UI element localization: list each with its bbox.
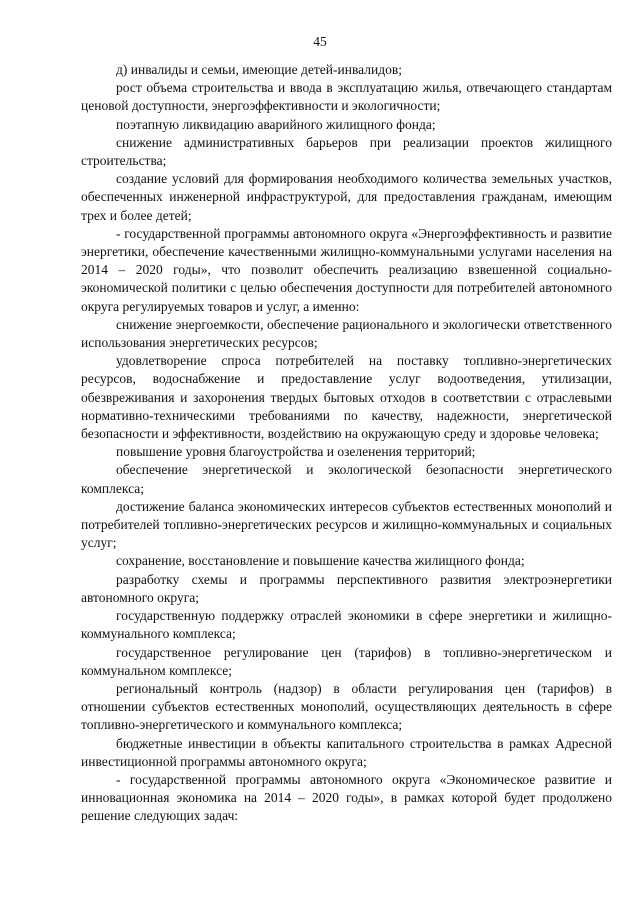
paragraph: снижение административных барьеров при реализации проектов жилищного строительства; (81, 134, 612, 169)
paragraph: снижение энергоемкости, обеспечение рационального и экологически ответственного использования энергетических ресурсов; (81, 316, 612, 351)
paragraph: бюджетные инвестиции в объекты капитального строительства в рамках Адресной инвестиционной программы автономного округа; (81, 735, 612, 769)
paragraph: региональный контроль (надзор) в области регулирования цен (тарифов) в отношении субъектов естественных монополий, осуществляющих деятельность в сфере топливно-энергетического и коммунального комплекса; (81, 680, 612, 733)
paragraph: сохранение, восстановление и повышение качества жилищного фонда; (116, 553, 525, 569)
paragraph: - государственной программы автономного округа «Энергоэффективность и развитие энергетики, обеспечение качественными жилищно-коммунальными услугами населения на 2014 – 2020 годы», что позволит обеспечить реализацию взвешенной социально-экономической политики с целью обеспечения доступности для потребителей автономного округа регулируемых товаров и услуг, а именно: (81, 225, 612, 314)
paragraph: - государственной программы автономного округа «Экономическое развитие и инновационная экономика на 2014 – 2020 годы», в рамках которой будет продолжено решение следующих задач: (81, 771, 612, 824)
paragraph: обеспечение энергетической и экологической безопасности энергетического комплекса; (81, 462, 612, 496)
paragraph: достижение баланса экономических интересов субъектов естественных монополий и потребителей топливно-энергетических ресурсов и жилищно-коммунальных и социальных услуг; (81, 498, 612, 551)
paragraph: д) инвалиды и семьи, имеющие детей-инвалидов; (116, 62, 402, 77)
paragraph: разработку схемы и программы перспективного развития электроэнергетики автономного округа; (81, 571, 612, 605)
paragraph: повышение уровня благоустройства и озеленения территорий; (116, 444, 476, 460)
paragraph: государственную поддержку отраслей экономики в сфере энергетики и жилищно-коммунального комплекса; (81, 608, 612, 642)
paragraph: удовлетворение спроса потребителей на поставку топливно-энергетических ресурсов, водоснабжение и предоставление услуг водоотведения, утилизации, обезвреживания и захоронения твердых бытовых отходов в соответствии с отраслевыми нормативно-техническими требованиями по качеству, надежности, энергетической безопасности и эффективности, воздействию на окружающую среду и здоровье человека; (81, 353, 612, 442)
paragraph: поэтапную ликвидацию аварийного жилищного фонда; (116, 116, 436, 132)
paragraph: создание условий для формирования необходимого количества земельных участков, обеспеченных инженерной инфраструктурой, для предоставления гражданам, имеющим трех и более детей; (81, 171, 612, 223)
page-number: 45 (313, 34, 327, 49)
paragraph: государственное регулирование цен (тарифов) в топливно-энергетическом и коммунальном комплексе; (81, 644, 612, 678)
paragraph: рост объема строительства и ввода в эксплуатацию жилья, отвечающего стандартам ценовой доступности, энергоэффективности и экологичности; (81, 80, 612, 114)
document-body (81, 61, 612, 826)
